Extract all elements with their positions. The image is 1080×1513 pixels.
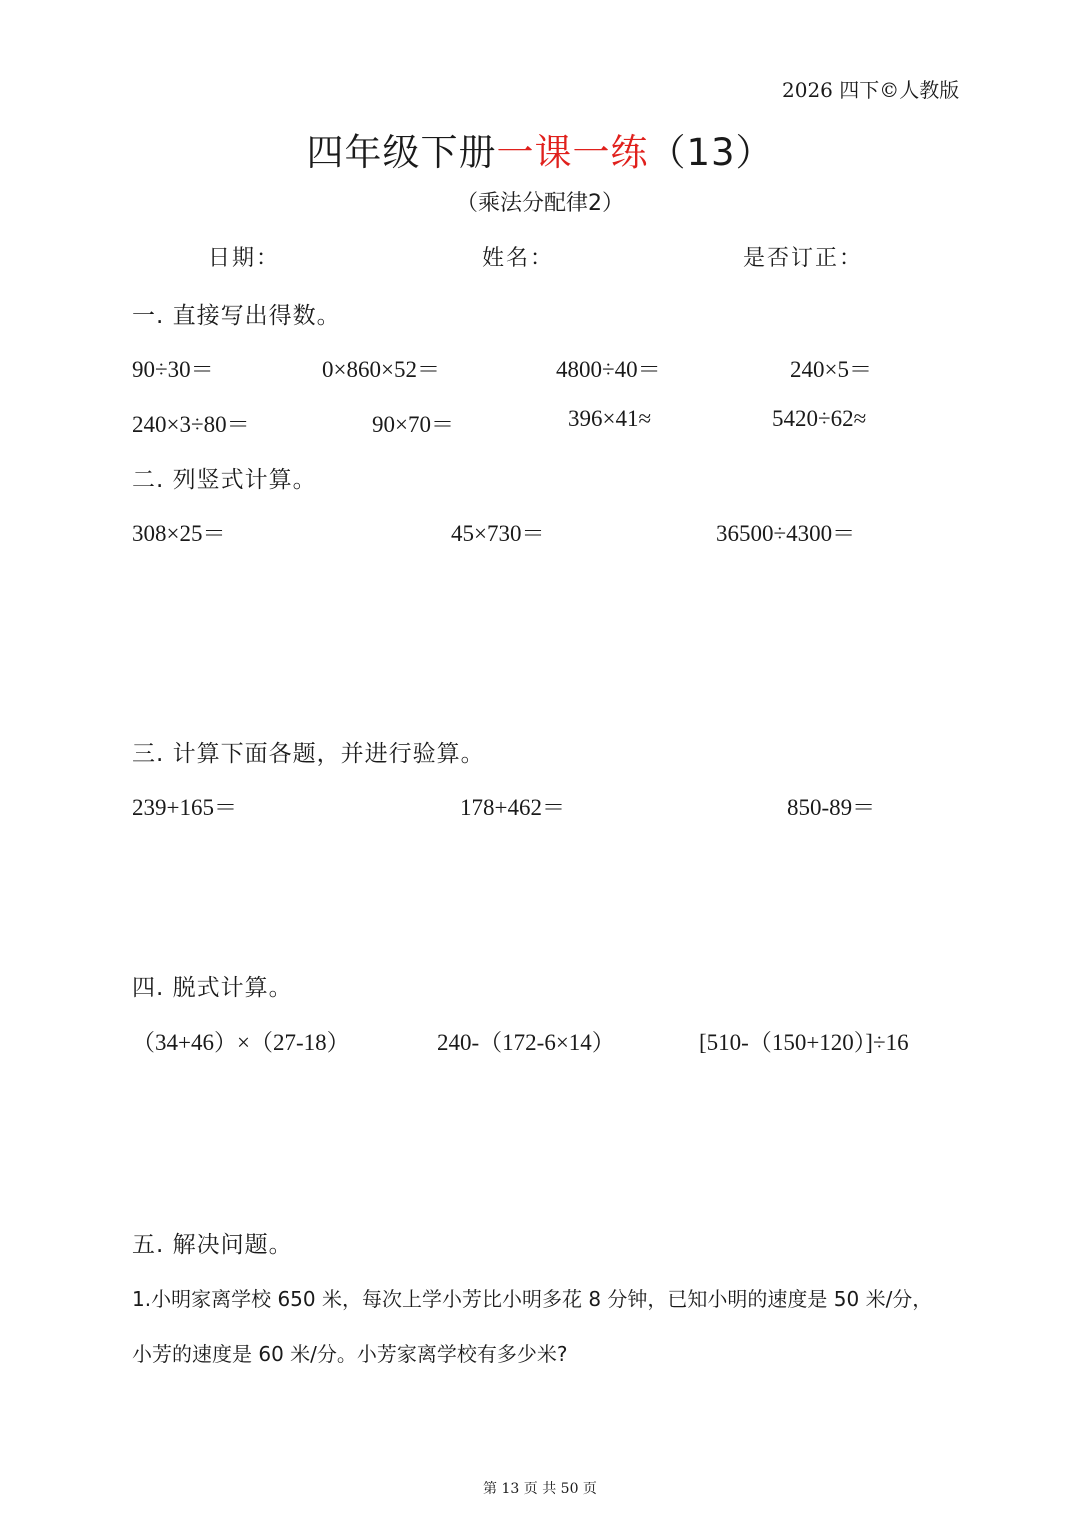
title-grade: 四年级下册 [306, 131, 497, 174]
s4-problem: 240-（172-6×14） [437, 1030, 615, 1055]
s1-problem: 90×70＝ [372, 412, 454, 437]
section-5-heading: 五. 解决问题。 [132, 1232, 293, 1258]
section-4-heading: 四. 脱式计算。 [132, 975, 293, 1001]
s1-problem: 240×3÷80＝ [132, 412, 250, 437]
word-problem-line-1: 1.小明家离学校 650 米，每次上学小芳比小明多花 8 分钟，已知小明的速度是 50 米/分， [132, 1287, 933, 1311]
s4-problem: （34+46）×（27-18） [132, 1030, 350, 1055]
s3-problem: 850-89＝ [787, 795, 876, 820]
s1-problem: 4800÷40＝ [556, 357, 661, 382]
title-number: （13） [648, 131, 774, 174]
section-3-heading: 三. 计算下面各题，并进行验算。 [132, 741, 485, 767]
s4-problem: [510-（150+120）]÷16 [699, 1030, 909, 1055]
page-subtitle: （乘法分配律2） [456, 191, 624, 216]
name-label: 姓名： [482, 246, 555, 271]
s1-problem: 396×41≈ [568, 406, 652, 431]
date-label: 日期： [208, 246, 281, 271]
s2-problem: 308×25＝ [132, 521, 226, 546]
page-title [0, 122, 1080, 176]
s1-problem: 90÷30＝ [132, 357, 214, 382]
correction-label: 是否订正： [743, 246, 864, 271]
s1-problem: 5420÷62≈ [772, 406, 867, 431]
page-footer: 第 13 页 共 50 页 [483, 1481, 597, 1497]
s1-problem: 240×5＝ [790, 357, 872, 382]
section-1-heading: 一. 直接写出得数。 [132, 303, 341, 329]
s2-problem: 45×730＝ [451, 521, 545, 546]
s2-problem: 36500÷4300＝ [716, 521, 856, 546]
s1-problem: 0×860×52＝ [322, 357, 440, 382]
section-2-heading: 二. 列竖式计算。 [132, 467, 317, 493]
word-problem-line-2: 小芳的速度是 60 米/分。小芳家离学校有多少米? [132, 1342, 568, 1366]
s3-problem: 239+165＝ [132, 795, 237, 820]
title-series: 一课一练 [496, 131, 649, 174]
s3-problem: 178+462＝ [460, 795, 565, 820]
edition-label: 2026 四下©人教版 [782, 78, 960, 102]
